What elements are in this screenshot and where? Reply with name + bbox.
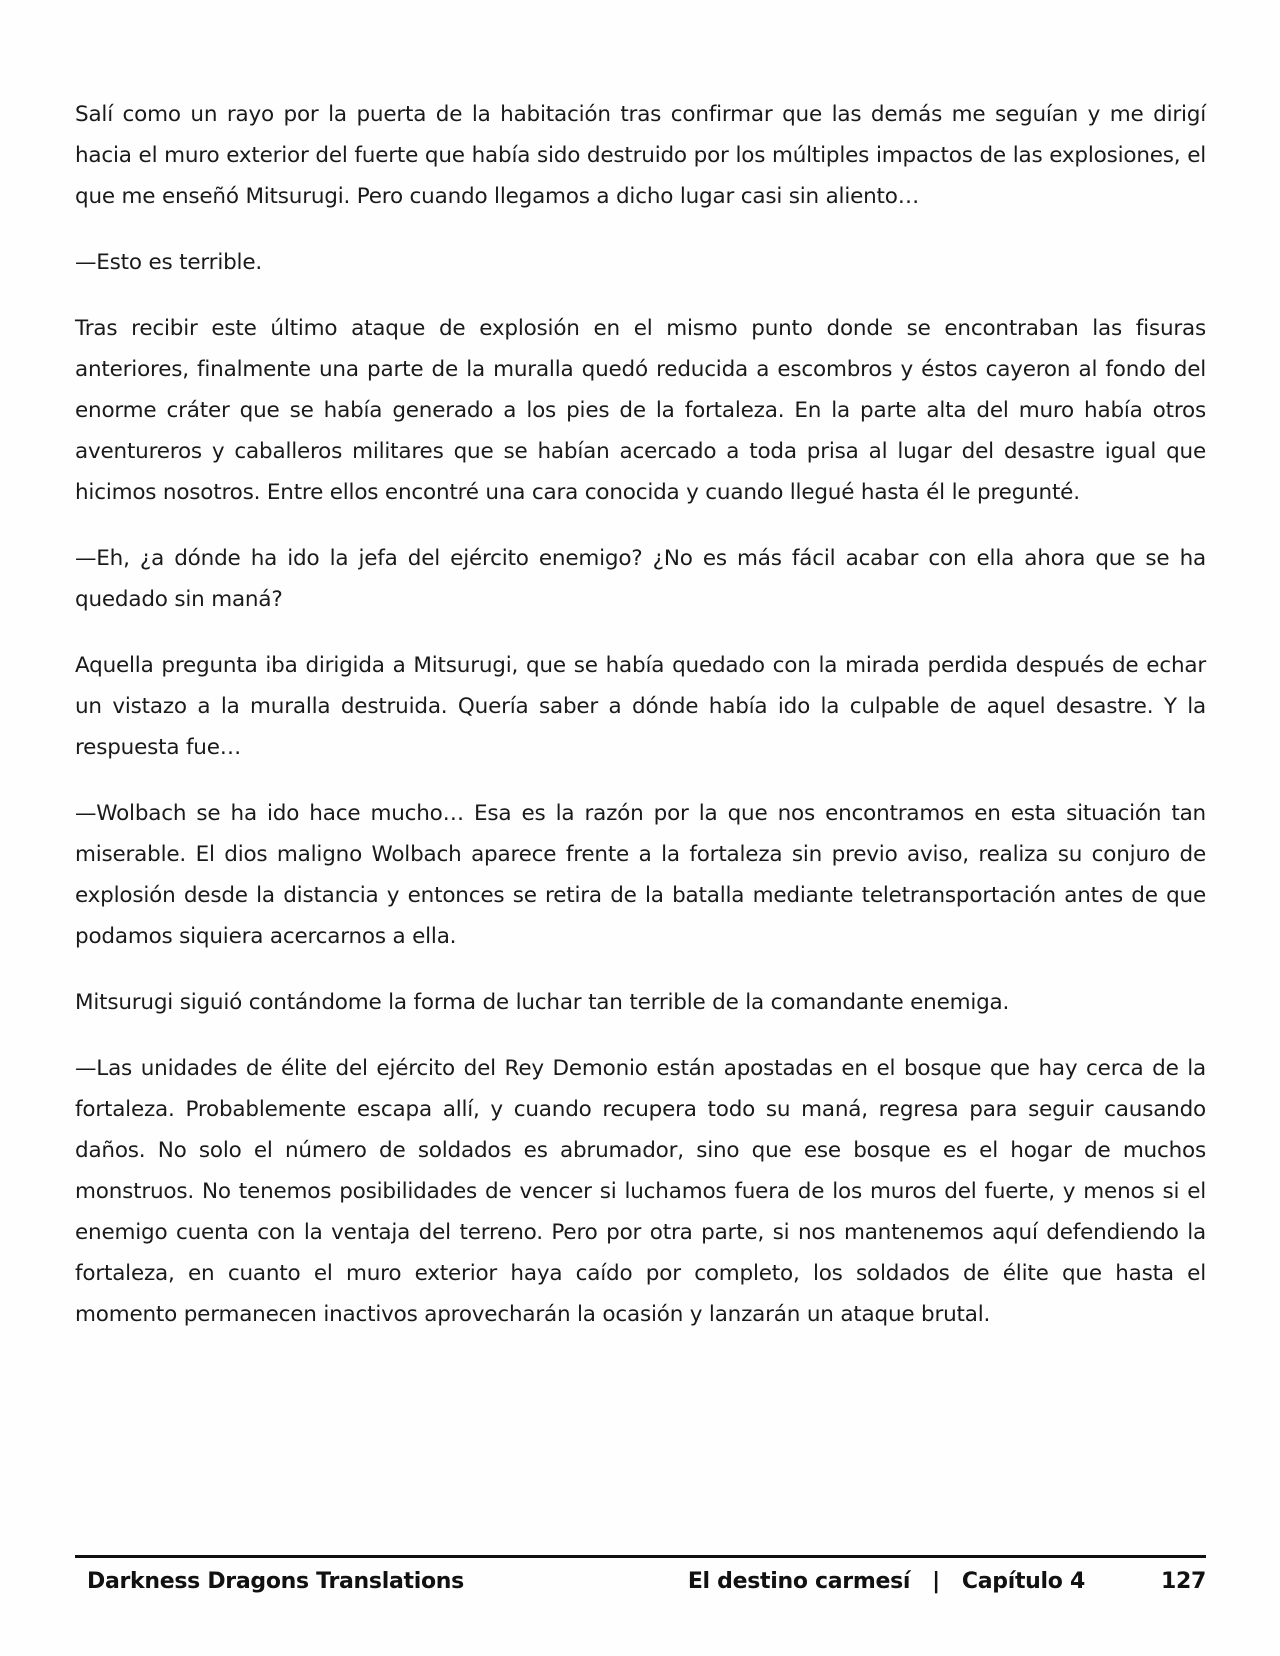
paragraph: Salí como un rayo por la puerta de la habitación tras confirmar que las demás me seguían y me dirigí hacia el muro exterior del fuerte que había sido destruido por los múltiples impactos de las explosiones, el que me enseñó Mitsurugi. Pero cuando llegamos a dicho lugar casi sin aliento… — [75, 102, 1206, 209]
book-title: El destino carmesí — [687, 1569, 911, 1594]
page-body — [75, 94, 1206, 1360]
page-number: 127 — [1160, 1569, 1206, 1594]
chapter-label: Capítulo 4 — [961, 1569, 1085, 1594]
translator-credit: Darkness Dragons Translations — [87, 1569, 464, 1594]
paragraph: Tras recibir este último ataque de explosión en el mismo punto donde se encontraban las fisuras anteriores, finalmente una parte de la muralla quedó reducida a escombros y éstos cayeron al fondo del enorme cráter que se había generado a los pies de la fortaleza. En la parte alta del muro había otros aventureros y caballeros militares que se habían acercado a toda prisa al lugar del desastre igual que hicimos nosotros. Entre ellos encontré una cara conocida y cuando llegué hasta él le pregunté. — [75, 316, 1206, 505]
footer-separator: | — [932, 1569, 940, 1594]
footer-right-group — [688, 1569, 1206, 1594]
paragraph: —Esto es terrible. — [75, 250, 262, 275]
paragraph: Aquella pregunta iba dirigida a Mitsurugi, que se había quedado con la mirada perdida después de echar un vistazo a la muralla destruida. Quería saber a dónde había ido la culpable de aquel desastre. Y la respuesta fue… — [75, 653, 1206, 760]
paragraph: —Eh, ¿a dónde ha ido la jefa del ejército enemigo? ¿No es más fácil acabar con ella ahora que se ha quedado sin maná? — [75, 546, 1206, 612]
paragraph: —Las unidades de élite del ejército del Rey Demonio están apostadas en el bosque que hay cerca de la fortaleza. Probablemente escapa allí, y cuando recupera todo su maná, regresa para seguir causando daños. No solo el número de soldados es abrumador, sino que ese bosque es el hogar de muchos monstruos. No tenemos posibilidades de vencer si luchamos fuera de los muros del fuerte, y menos si el enemigo cuenta con la ventaja del terreno. Pero por otra parte, si nos mantenemos aquí defendiendo la fortaleza, en cuanto el muro exterior haya caído por completo, los soldados de élite que hasta el momento permanecen inactivos aprovecharán la ocasión y lanzarán un ataque brutal. — [75, 1056, 1206, 1327]
page-footer — [75, 1555, 1206, 1602]
paragraph: Mitsurugi siguió contándome la forma de luchar tan terrible de la comandante enemiga. — [75, 990, 1010, 1015]
paragraph: —Wolbach se ha ido hace mucho… Esa es la razón por la que nos encontramos en esta situación tan miserable. El dios maligno Wolbach aparece frente a la fortaleza sin previo aviso, realiza su conjuro de explosión desde la distancia y entonces se retira de la batalla mediante teletransportación antes de que podamos siquiera acercarnos a ella. — [75, 801, 1206, 949]
footer-row — [75, 1558, 1206, 1602]
